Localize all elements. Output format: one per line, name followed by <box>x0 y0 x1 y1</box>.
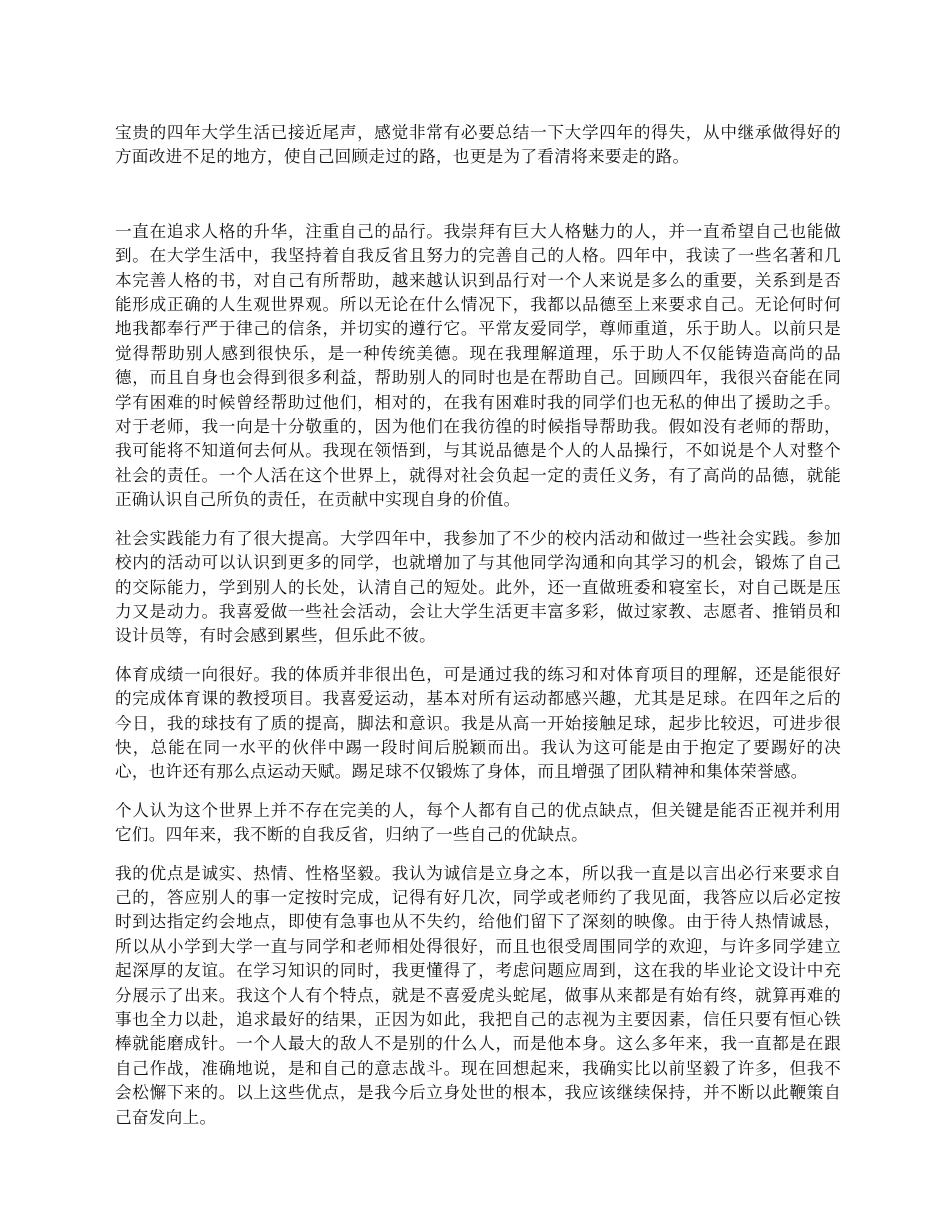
paragraph-social-practice: 社会实践能力有了很大提高。大学四年中，我参加了不少的校内活动和做过一些社会实践。参加校内的活动可以认识到更多的同学，也就增加了与其他同学沟通和向其学习的机会，锻炼了自己的交际能力，学到别人的长处，认清自己的短处。此外，还一直做班委和寝室长，对自己既是压力又是动力。我喜爱做一些社会活动，会让大学生活更丰富多彩，做过家教、志愿者、推销员和设计员等，有时会感到累些，但乐此不彼。 <box>115 528 841 646</box>
paragraph-self-reflection: 个人认为这个世界上并不存在完美的人，每个人都有自己的优点缺点，但关键是能否正视并利用它们。四年来，我不断的自我反省，归纳了一些自己的优缺点。 <box>115 800 841 845</box>
paragraph-character: 一直在追求人格的升华，注重自己的品行。我崇拜有巨大人格魅力的人，并一直希望自己也能做到。在大学生活中，我坚持着自我反省且努力的完善自己的人格。四年中，我读了一些名著和几本完善人格的书，对自己有所帮助，越来越认识到品行对一个人来说是多么的重要，关系到是否能形成正确的人生观世界观。所以无论在什么情况下，我都以品德至上来要求自己。无论何时何地我都奉行严于律己的信条，并切实的遵行它。平常友爱同学，尊师重道，乐于助人。以前只是觉得帮助别人感到很快乐，是一种传统美德。现在我理解道理，乐于助人不仅能铸造高尚的品德，而且自身也会得到很多利益，帮助别人的同时也是在帮助自己。回顾四年，我很兴奋能在同学有困难的时候曾经帮助过他们，相对的，在我有困难时我的同学们也无私的伸出了援助之手。对于老师，我一向是十分敬重的，因为他们在我彷徨的时候指导帮助我。假如没有老师的帮助，我可能将不知道何去何从。我现在领悟到，与其说品德是个人的人品操行，不如说是个人对整个社会的责任。一个人活在这个世界上，就得对社会负起一定的责任义务，有了高尚的品德，就能正确认识自己所负的责任，在贡献中实现自身的价值。 <box>115 221 841 510</box>
document-page <box>115 121 841 1130</box>
paragraph-strengths: 我的优点是诚实、热情、性格坚毅。我认为诚信是立身之本，所以我一直是以言出必行来要求自己的，答应别人的事一定按时完成，记得有好几次，同学或老师约了我见面，我答应以后必定按时到达指定约会地点，即使有急事也从不失约，给他们留下了深刻的映像。由于待人热情诚恳，所以从小学到大学一直与同学和老师相处得很好，而且也很受周围同学的欢迎，与许多同学建立起深厚的友谊。在学习知识的同时，我更懂得了，考虑问题应周到，这在我的毕业论文设计中充分展示了出来。我这个人有个特点，就是不喜爱虎头蛇尾，做事从来都是有始有终，就算再难的事也全力以赴，追求最好的结果，正因为如此，我把自己的志视为主要因素，信任只要有恒心铁棒就能磨成针。一个人最大的敌人不是别的什么人，而是他本身。这么多年来，我一直都是在跟自己作战，准确地说，是和自己的意志战斗。现在回想起来，我确实比以前坚毅了许多，但我不会松懈下来的。以上这些优点，是我今后立身处世的根本，我应该继续保持，并不断以此鞭策自己奋发向上。 <box>115 863 841 1127</box>
paragraph-sports: 体育成绩一向很好。我的体质并非很出色，可是通过我的练习和对体育项目的理解，还是能很好的完成体育课的教授项目。我喜爱运动，基本对所有运动都感兴趣，尤其是足球。在四年之后的今日，我的球技有了质的提高，脚法和意识。我是从高一开始接触足球，起步比较迟，可进步很快，总能在同一水平的伙伴中踢一段时间后脱颖而出。我认为这可能是由于抱定了要踢好的决心，也许还有那么点运动天赋。踢足球不仅锻炼了身体，而且增强了团队精神和集体荣誉感。 <box>115 664 841 782</box>
paragraph-intro: 宝贵的四年大学生活已接近尾声，感觉非常有必要总结一下大学四年的得失，从中继承做得好的方面改进不足的地方，使自己回顾走过的路，也更是为了看清将来要走的路。 <box>115 123 841 167</box>
